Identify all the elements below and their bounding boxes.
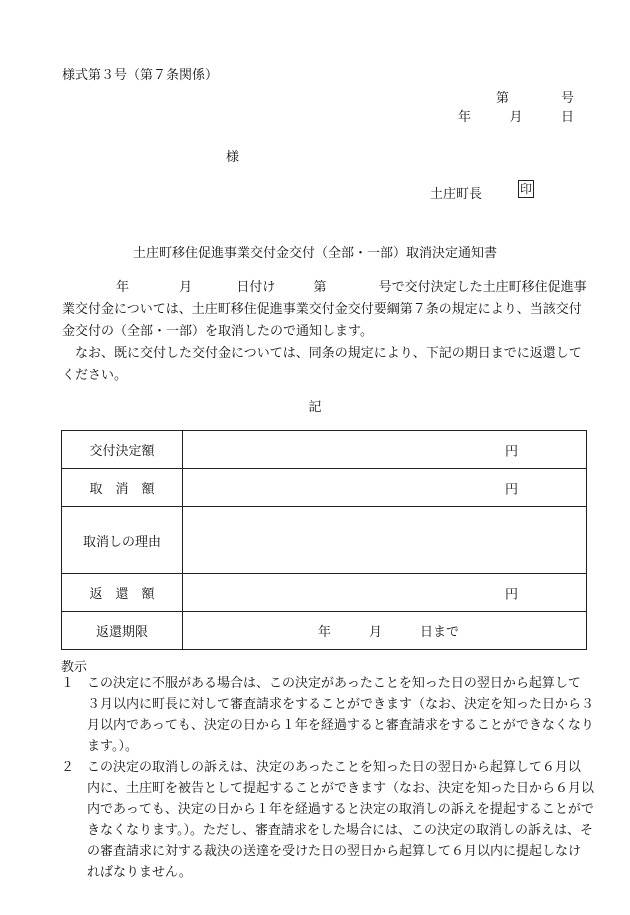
- addressee: 様: [226, 150, 240, 165]
- row-value: [183, 431, 587, 469]
- body-number-prefix: 第: [313, 280, 327, 295]
- number-suffix: 号: [560, 91, 574, 106]
- body-line-1: [62, 277, 587, 299]
- row-label: 返 還 額: [62, 574, 183, 612]
- form-label: 様式第３号（第７条関係）: [62, 68, 219, 83]
- row-value: [183, 507, 587, 574]
- note-line: 月以内であっても、決定の日から１年を経過すると審査請求をすることができなくなり: [87, 718, 594, 733]
- note-number: １: [61, 676, 75, 691]
- seal-box: 印: [520, 182, 533, 196]
- note-number: ２: [61, 760, 75, 775]
- yen-unit: 円: [505, 587, 519, 602]
- row-label: 返還期限: [62, 612, 183, 650]
- row-label: 取 消 額: [62, 469, 183, 507]
- deadline-year: 年: [318, 625, 332, 640]
- date-day: 日: [560, 110, 574, 125]
- body-line-3: 金交付の（全部・一部）を取消したので通知します。: [62, 324, 373, 339]
- deadline-month: 月: [369, 625, 383, 640]
- note-line: ３月以内に町長に対して審査請求をすることができます（なお、決定を知った日から３: [87, 697, 595, 712]
- note-text: [87, 673, 594, 757]
- document-number: [496, 87, 574, 106]
- issue-date: [458, 106, 574, 125]
- body-line-4: なお、既に交付した交付金については、同条の規定により、下記の期日までに返還して: [62, 346, 582, 361]
- row-label: 取消しの理由: [62, 507, 183, 574]
- body-text: [62, 277, 587, 387]
- yen-unit: 円: [505, 482, 519, 497]
- row-value: [183, 612, 587, 650]
- date-month: 月: [509, 110, 523, 125]
- list-item: [61, 757, 595, 883]
- notes-list: [61, 673, 595, 883]
- note-line: ます。）。: [87, 739, 138, 754]
- note-line: ればなりません。: [87, 865, 192, 880]
- notes-heading: 教示: [61, 660, 88, 675]
- table-row: [62, 469, 587, 507]
- body-line-5: ください。: [62, 368, 128, 383]
- note-text: [87, 757, 594, 883]
- ki-heading: 記: [308, 400, 322, 415]
- number-prefix: 第: [496, 91, 510, 106]
- row-value: [183, 574, 587, 612]
- body-month: 月: [179, 280, 193, 295]
- note-line: 内であっても、決定の日から１年を経過すると決定の取消しの訴えを提起することがで: [87, 802, 594, 817]
- table-row: [62, 431, 587, 469]
- note-line: 内に、土庄町を被告として提起することができます（なお、決定を知った日から６月以: [87, 781, 595, 796]
- date-year: 年: [458, 110, 472, 125]
- details-table: [61, 430, 587, 650]
- return-deadline: [183, 621, 586, 640]
- note-line: この決定の取消しの訴えは、決定のあったことを知った日の翌日から起算して６月以: [87, 760, 581, 775]
- deadline-day: 日まで: [420, 625, 460, 640]
- yen-unit: 円: [505, 444, 519, 459]
- issuer: 土庄町長: [430, 187, 483, 202]
- body-day: 日付け: [236, 280, 276, 295]
- table-row: [62, 507, 587, 574]
- note-line: の審査請求に対する裁決の送達を受けた日の翌日から起算して６月以内に提起しなけ: [87, 844, 582, 859]
- body-year: 年: [116, 280, 130, 295]
- document-title: 土庄町移住促進事業交付金交付（全部・一部）取消決定通知書: [132, 246, 497, 261]
- row-value: [183, 469, 587, 507]
- table-row: [62, 574, 587, 612]
- body-number-suffix: 号で交付決定した土庄町移住促進事: [378, 280, 587, 295]
- list-item: [61, 673, 595, 757]
- table-row: [62, 612, 587, 650]
- note-line: この決定に不服がある場合は、この決定があったことを知った日の翌日から起算して: [87, 676, 581, 691]
- note-line: きなくなります。）。ただし、審査請求をした場合には、この決定の取消しの訴えは、そ: [87, 823, 593, 838]
- row-label: 交付決定額: [62, 431, 183, 469]
- body-line-2: 業交付金については、土庄町移住促進事業交付金交付要綱第７条の規定により、当該交付: [62, 302, 582, 317]
